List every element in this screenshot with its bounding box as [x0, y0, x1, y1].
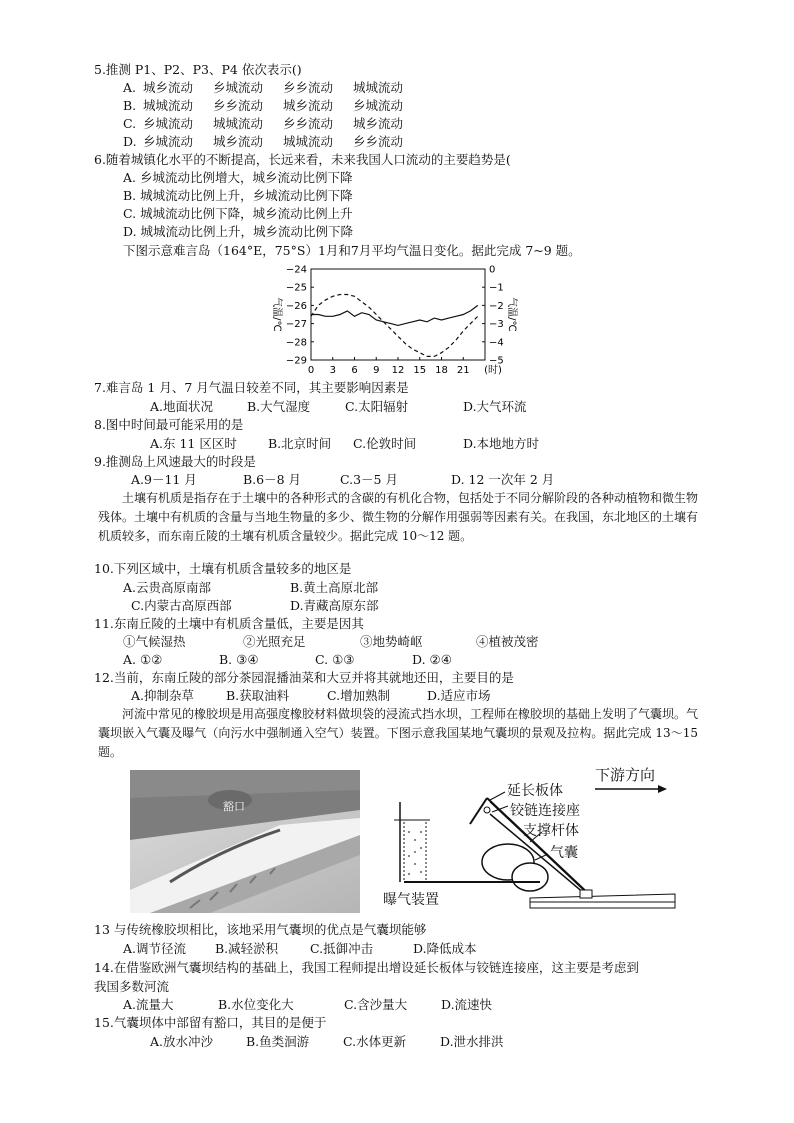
q11-stem: 11.东南丘陵的土壤中有机质含量低，主要是因其	[94, 616, 364, 631]
q12-stem: 12.当前，东南丘陵的部分茶园混播油菜和大豆并将其就地还田，主要目的是	[94, 670, 514, 685]
right-tick-label: −5	[489, 355, 504, 367]
q13-stem: 13 与传统橡胶坝相比，该地采用气囊坝的优点是气囊坝能够	[94, 922, 427, 937]
right-tick-label: −2	[489, 300, 504, 312]
x-tick-label: 15	[413, 365, 427, 376]
extension-plate-label: 延长板体	[507, 783, 563, 799]
passage-10-12: 土壤有机质是指存在于土壤中的各种形式的含碳的有机化合物，包括处于不同分解阶段的各种动植物和微生物残体。土壤中有机质的含量与当地生物量的多少、微生物的分解作用强弱等因素有关。在我国，东北地区的土壤有机质较多，而东南丘陵的土壤有机质含量较少。据此完成 10～12 题。	[98, 491, 699, 543]
dam-photo	[130, 770, 360, 913]
q6-option-a: A. 乡城流动比例增大，城乡流动比例下降	[123, 170, 353, 185]
left-tick-label: −29	[285, 355, 307, 367]
x-tick-label: 9	[373, 365, 380, 376]
q9-stem: 9.推测岛上风速最大的时段是	[94, 454, 256, 469]
q6-option-c: C. 城城流动比例下降，城乡流动比例上升	[123, 206, 353, 221]
q6-stem: 6.随着城镇化水平的不断提高，长远来看，未来我国人口流动的主要趋势是(	[94, 152, 511, 167]
aeration-device-label: 曝气装置	[383, 892, 439, 908]
x-tick-label: 21	[456, 365, 470, 376]
q14-stem-line2: 我国多数河流	[94, 979, 170, 994]
q10-stem: 10.下列区域中，土壤有机质含量较多的地区是	[94, 561, 352, 576]
airbag-label: 气囊	[550, 845, 578, 861]
q8-stem: 8.图中时间最可能采用的是	[94, 417, 244, 432]
q6-option-d: D. 城城流动比例上升，城乡流动比例下降	[123, 224, 354, 239]
intro-7-9: 下图示意难言岛（164°E，75°S）1月和7月平均气温日变化。据此完成 7~9 题。	[123, 243, 581, 258]
x-tick-label: 18	[435, 365, 448, 376]
right-tick-label: −4	[489, 337, 504, 349]
temperature-chart	[255, 260, 530, 378]
left-tick-label: −28	[285, 337, 307, 349]
right-tick-label: 0	[489, 264, 496, 276]
dashed-series-line	[311, 295, 478, 357]
left-axis-title: 气温/℃	[271, 297, 282, 332]
q6-option-b: B. 城城流动比例上升，乡城流动比例下降	[123, 188, 353, 203]
q7-stem: 7.难言岛 1 月、7 月气温日较差不同，其主要影响因素是	[94, 380, 409, 395]
downstream-label: 下游方向	[595, 766, 656, 784]
right-axis-title: 气温/℃	[506, 297, 517, 332]
hinge-seat-label: 铰链连接座	[510, 803, 580, 819]
q15-stem: 15.气囊坝体中部留有豁口，其目的是便于	[94, 1015, 327, 1030]
q14-stem-line1: 14.在借鉴欧洲气囊坝结构的基础上，我国工程师提出增设延长板体与铰链连接座，这主要是考虑到	[94, 960, 639, 975]
plot-frame	[311, 269, 485, 360]
notch-label: 豁口	[223, 800, 245, 813]
x-tick-label: 6	[351, 365, 358, 376]
x-unit-label: (时)	[484, 365, 502, 376]
left-tick-label: −24	[285, 264, 307, 276]
right-tick-label: −1	[489, 282, 504, 294]
passage-13-15: 河流中常见的橡胶坝是用高强度橡胶材料做坝袋的浸流式挡水坝，工程师在橡胶坝的基础上发明了气囊坝。气囊坝嵌入气囊及曝气（向污水中强制通入空气）装置。下图示意我国某地气囊坝的景观及拉构。据此完成 13～15 题。	[98, 707, 699, 759]
x-tick-label: 3	[329, 365, 336, 376]
solid-series-line	[311, 305, 478, 325]
q5-stem: 5.推测 P1、P2、P3、P4 依次表示()	[94, 62, 302, 77]
x-tick-label: 0	[307, 365, 315, 376]
left-tick-label: −27	[285, 319, 307, 331]
x-tick-label: 12	[391, 365, 405, 376]
airbag-dam-diagram	[380, 762, 680, 920]
left-tick-label: −26	[285, 300, 307, 312]
support-rod-label: 支撑杆体	[523, 823, 579, 839]
right-tick-label: −3	[489, 319, 504, 331]
left-tick-label: −25	[285, 282, 307, 294]
